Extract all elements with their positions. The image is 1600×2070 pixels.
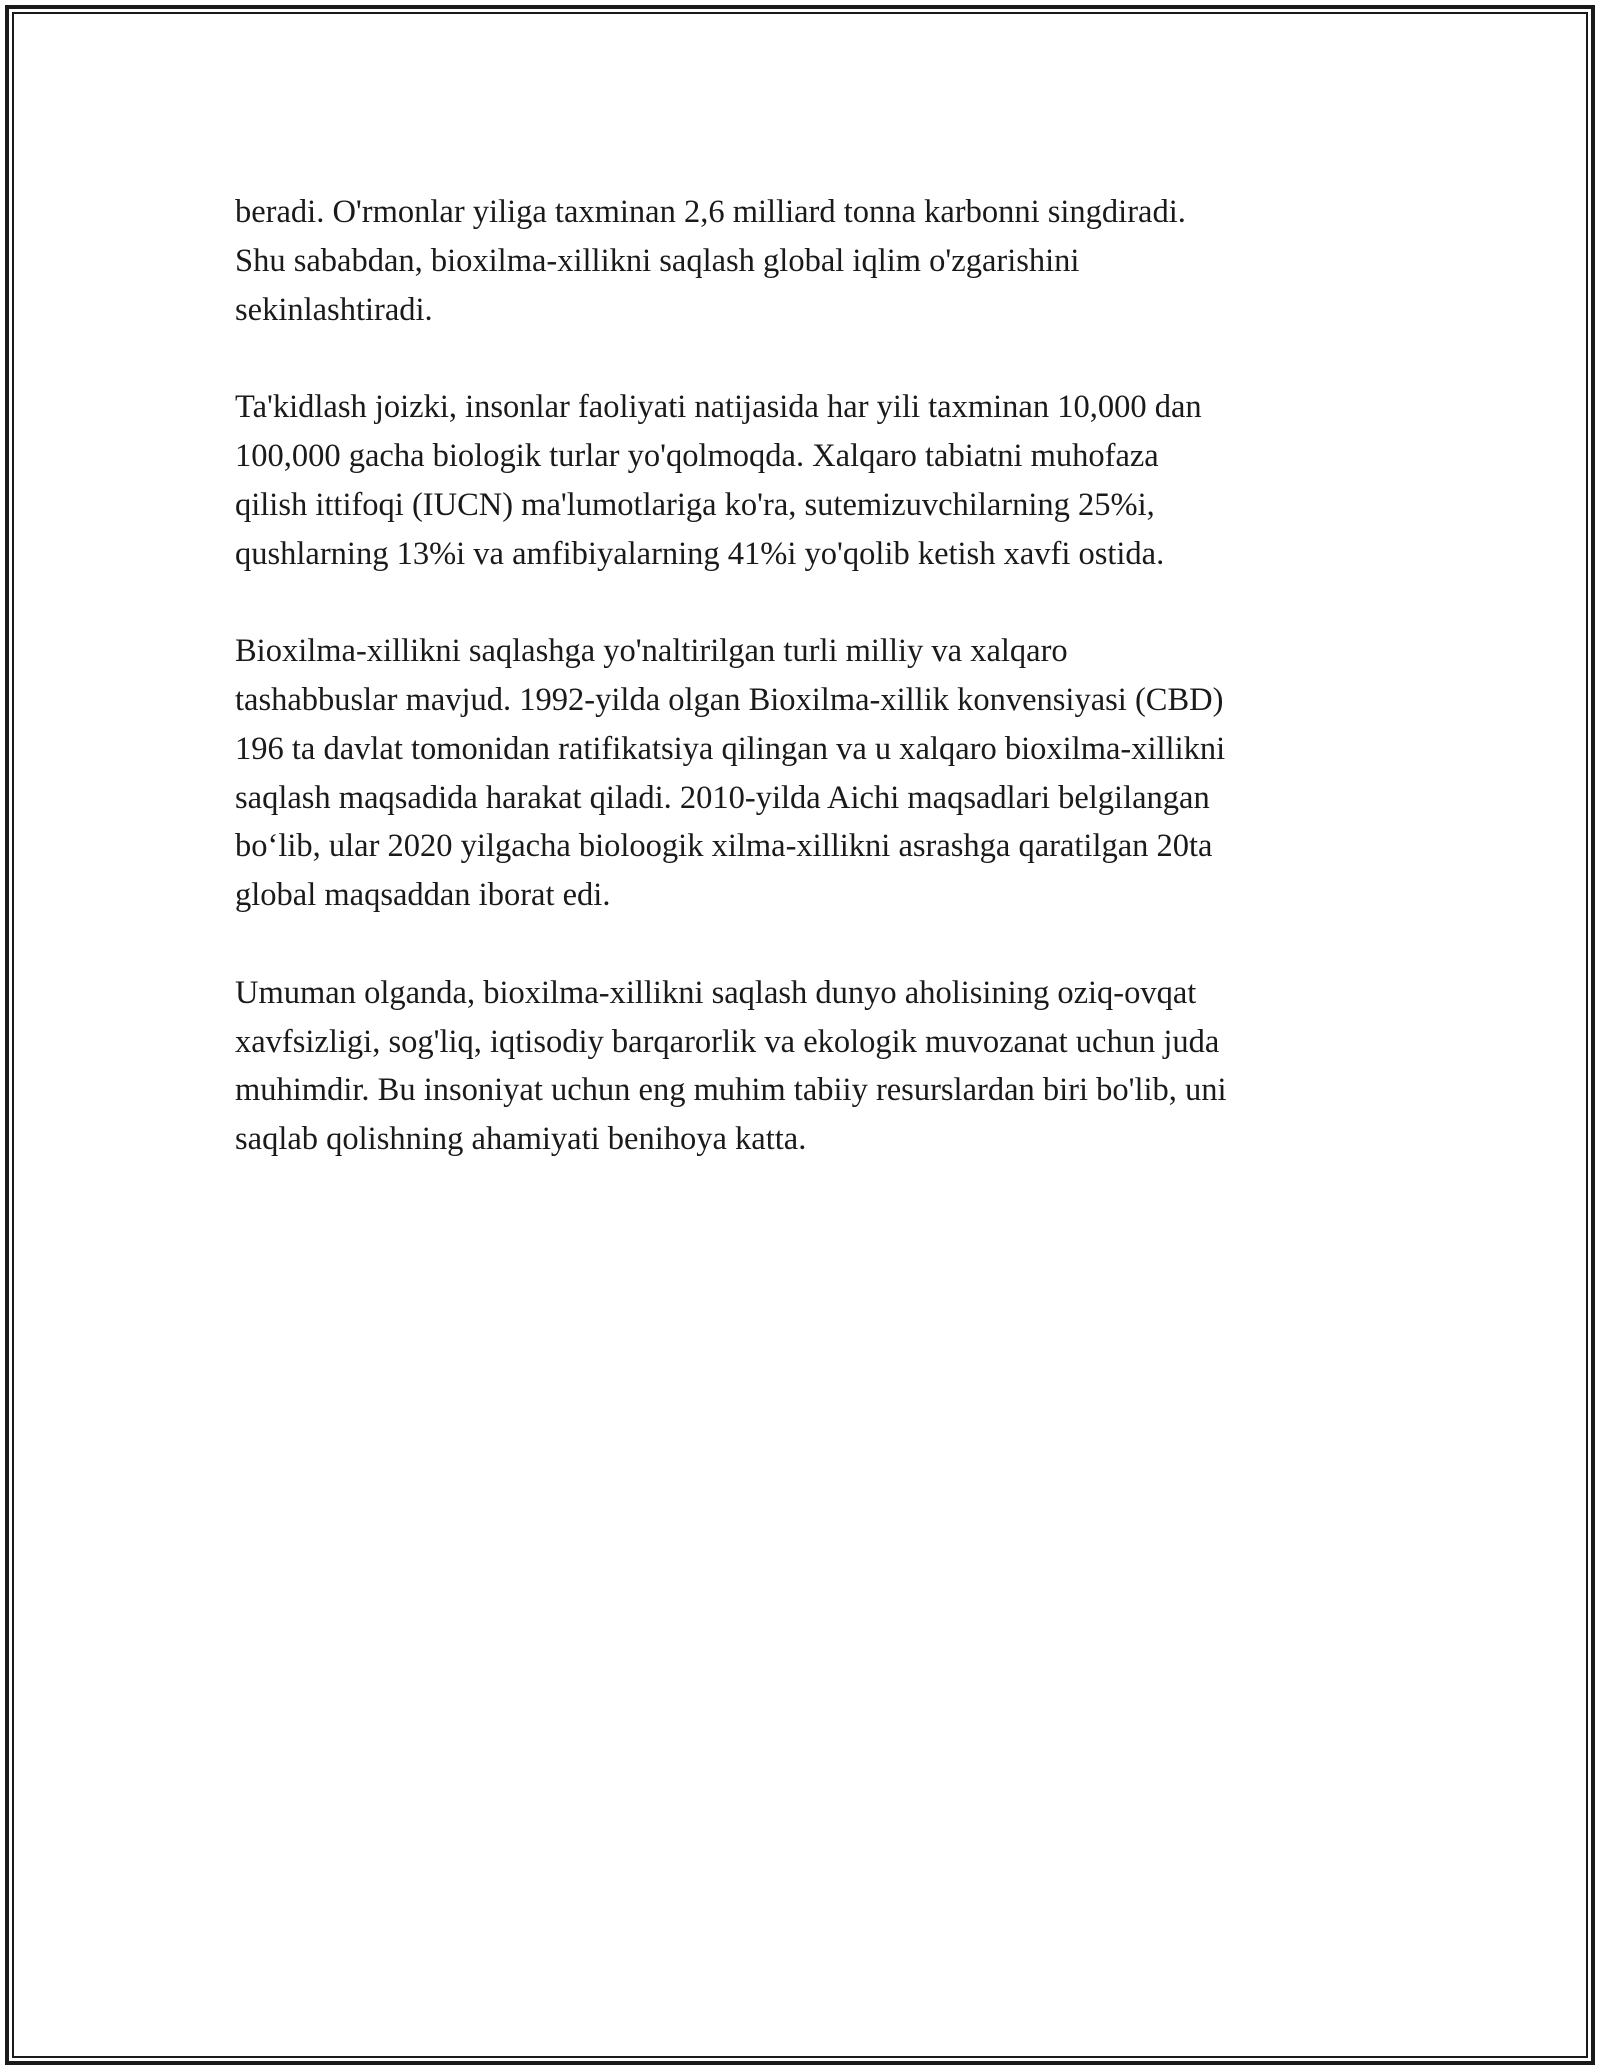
paragraph-line: qushlarning 13%i va amfibiyalarning 41%i yo'qolib ketish xavfi ostida. <box>235 535 1165 572</box>
paragraph-line: 196 ta davlat tomonidan ratifikatsiya qilingan va u xalqaro bioxilma-xillikni <box>235 730 1226 767</box>
paragraph-1 <box>235 188 1375 334</box>
paragraph-line: qilish ittifoqi (IUCN) ma'lumotlariga ko'ra, sutemizuvchilarning 25%i, <box>235 486 1155 523</box>
paragraph-line: 100,000 gacha biologik turlar yo'qolmoqda. Xalqaro tabiatni muhofaza <box>235 437 1159 474</box>
document-body <box>235 188 1375 1213</box>
paragraph-line: global maqsaddan iborat edi. <box>235 877 611 914</box>
paragraph-line: beradi. O'rmonlar yiliga taxminan 2,6 milliard tonna karbonni singdiradi. <box>235 194 1186 230</box>
paragraph-line: Bioxilma-xillikni saqlashga yo'naltirilgan turli milliy va xalqaro <box>235 633 1068 670</box>
paragraph-line: Shu sababdan, bioxilma-xillikni saqlash global iqlim o'zgarishini <box>235 242 1080 279</box>
paragraph-line: saqlab qolishning ahamiyati benihoya katta. <box>235 1121 807 1158</box>
paragraph-4 <box>235 969 1375 1164</box>
paragraph-line: saqlash maqsadida harakat qiladi. 2010-yilda Aichi maqsadlari belgilangan <box>235 779 1210 816</box>
paragraph-line: Ta'kidlash joizki, insonlar faoliyati natijasida har yili taxminan 10,000 dan <box>235 389 1202 426</box>
paragraph-line: xavfsizligi, sog'liq, iqtisodiy barqarorlik va ekologik muvozanat uchun juda <box>235 1023 1220 1060</box>
paragraph-line: sekinlashtiradi. <box>235 291 433 328</box>
paragraph-2 <box>235 383 1375 578</box>
paragraph-line: bo‘lib, ular 2020 yilgacha bioloogik xilma-xillikni asrashga qaratilgan 20ta <box>235 828 1213 865</box>
paragraph-line: Umuman olganda, bioxilma-xillikni saqlash dunyo aholisining oziq-ovqat <box>235 974 1197 1011</box>
paragraph-line: muhimdir. Bu insoniyat uchun eng muhim tabiiy resurslardan biri bo'lib, uni <box>235 1072 1227 1109</box>
paragraph-3 <box>235 627 1375 920</box>
paragraph-line: tashabbuslar mavjud. 1992-yilda olgan Bioxilma-xillik konvensiyasi (CBD) <box>235 681 1224 718</box>
